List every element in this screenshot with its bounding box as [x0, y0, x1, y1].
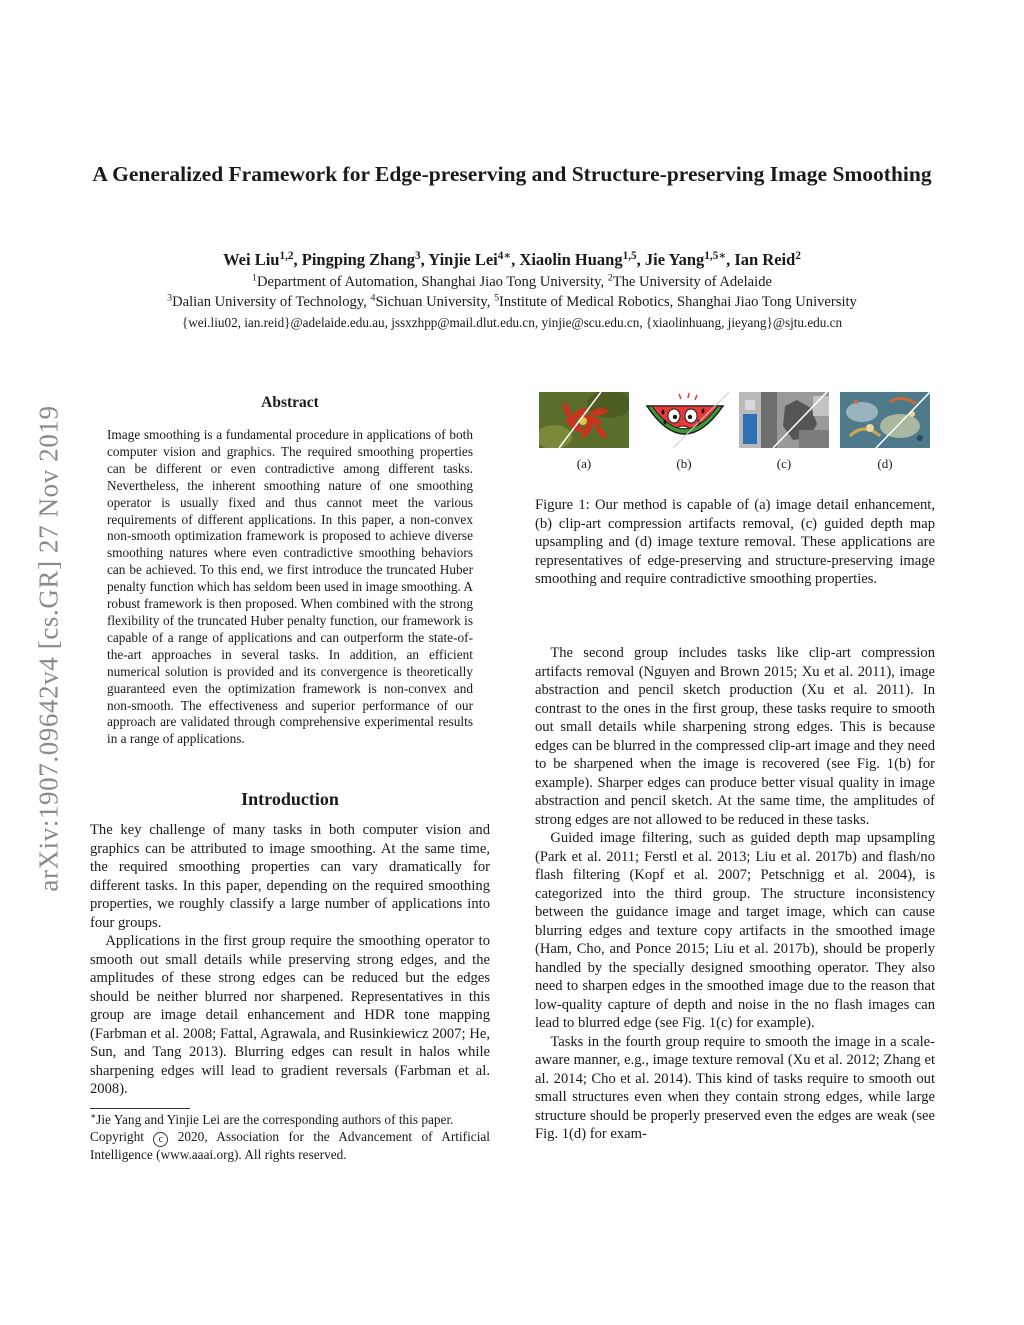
author-list	[90, 248, 934, 272]
introduction-body	[90, 821, 490, 1099]
author: Xiaolin Huang$^{1,5}$,	[519, 249, 645, 269]
affiliation-line: $^3$Dalian University of Technology, $^4$Sichuan University, $^5$Institute of Medical Robotics, Shanghai Jiao Tong University	[167, 292, 857, 310]
author: Yinjie Lei$^{4∗}$,	[428, 249, 520, 269]
arxiv-identifier: arXiv:1907.09642v4 [cs.GR] 27 Nov 2019	[33, 404, 64, 892]
author: Ian Reid$^2$	[734, 249, 801, 269]
paragraph: Guided image filtering, such as guided depth map upsampling (Park et al. 2011; Ferstl et al. 2013; Liu et al. 2017b) and flash/no flash filtering (Kopf et al. 2007; Petschnigg et al. 2004), is categorized into the third group. The structure inconsistency between the guidance image and target image, which can cause blurring edges and texture copy artifacts in the smoothed image (Ham, Cho, and Ponce 2015; Liu et al. 2017b), should be properly handled by the specially designed smoothing operator. They also need to sharpen edges in the smoothed image due to the reason that low-quality capture of depth and noise in the no flash images can lead to blurred edge (see Fig. 1(c) for example).	[535, 830, 935, 1031]
figure-image-texture	[840, 392, 930, 448]
right-column-body	[535, 644, 935, 1144]
figure-image-clipart	[639, 392, 729, 448]
affiliation-line: $^1$Department of Automation, Shanghai Jiao Tong University, $^2$The University of Adelaide	[252, 272, 772, 290]
author: Wei Liu$^{1,2}$,	[223, 249, 302, 269]
figure-label-c: (c)	[776, 456, 792, 471]
figure-1	[533, 392, 933, 472]
footnotes	[90, 1112, 490, 1163]
figure-caption: Figure 1: Our method is capable of (a) image detail enhancement, (b) clip-art compression artifacts removal, (c) guided depth map upsampling and (d) image texture removal. These applications are representatives of edge-preserving and structure-preserving image smoothing and require contradictive smoothing properties.	[535, 497, 935, 587]
paper-title: A Generalized Framework for Edge-preserving and Structure-preserving Image Smoothing	[92, 162, 932, 186]
paragraph: Applications in the first group require the smoothing operator to smooth out small details while preserving strong edges, and the amplitudes of these strong edges can be reduced but the edges should be neither blurred nor sharpened. Representatives in this group are image detail enhancement and HDR tone mapping (Farbman et al. 2008; Fattal, Agrawala, and Rusinkiewicz 2007; He, Sun, and Tang 2013). Blurring edges can result in halos while sharpening edges will lead to gradient reversals (Farbman et al. 2008).	[90, 933, 490, 1097]
paragraph: The second group includes tasks like clip-art compression artifacts removal (Nguyen and Brown 2015; Xu et al. 2011), image abstraction and pencil sketch production (Xu et al. 2011). In contrast to the ones in the first group, these tasks require to smooth out small details while sharpening strong edges. This is because edges can be blurred in the compressed clip-art image and they need to be sharpened when the image is recovered (see Fig. 1(b) for example). Sharper edges can produce better visual quality in image abstraction and pencil sketch. At the same time, the amplitudes of strong edges are not allowed to be reduced in these tasks.	[535, 645, 935, 828]
abstract-heading: Abstract	[261, 394, 319, 411]
author-emails: {wei.liu02, ian.reid}@adelaide.edu.au, jssxzhpp@mail.dlut.edu.cn, yinjie@scu.edu.cn, {xiaolinhuang, jieyang}@sjtu.edu.cn	[181, 315, 843, 330]
figure-image-detail-enhancement	[539, 392, 629, 448]
copyright-symbol: c	[153, 1132, 168, 1147]
figure-image-depth-map	[739, 392, 829, 448]
abstract-text: Image smoothing is a fundamental procedure in applications of both computer vision and graphics. The required smoothing properties can be different or even contradictive among different tasks. Nevertheless, the inherent smoothing nature of one smoothing operator is usually fixed and thus cannot meet the various requirements of different applications. In this paper, a non-convex non-smooth optimization framework is proposed to achieve diverse smoothing natures where even contradictive smoothing behaviors can be achieved. To this end, we first introduce the truncated Huber penalty function which has seldom been used in image smoothing. A robust framework is then proposed. When combined with the strong flexibility of the truncated Huber penalty function, our framework is capable of a range of applications and can outperform the state-of-the-art approaches in several tasks. In addition, an efficient numerical solution is provided and its convergence is theoretically guaranteed even the optimization framework is non-convex and non-smooth. The effectiveness and superior performance of our approach are validated through comprehensive experimental results in a range of applications.	[107, 427, 473, 747]
paragraph: Tasks in the fourth group require to smooth the image in a scale-aware manner, e.g., image texture removal (Xu et al. 2012; Zhang et al. 2014; Cho et al. 2014). This kind of tasks require to smooth out small structures even when they contain strong edges, while large structure should be properly preserved even the edges are weak (see Fig. 1(d) for exam-	[535, 1033, 935, 1142]
introduction-heading: Introduction	[241, 789, 339, 809]
footnote-rule	[90, 1108, 190, 1109]
figure-label-b: (b)	[676, 456, 692, 471]
paragraph: The key challenge of many tasks in both computer vision and graphics can be attributed to image smoothing. At the same time, the required smoothing properties can vary dramatically for different tasks. In this paper, depending on the required smoothing properties, we roughly classify a large number of applications into four groups.	[90, 822, 490, 931]
figure-label-a: (a)	[576, 456, 592, 471]
copyright-note: Copyright c 2020, Association for the Advancement of Artificial Intelligence (www.aaai.org). All rights reserved.	[90, 1128, 490, 1162]
author: Pingping Zhang$^3$,	[301, 249, 429, 269]
figure-label-d: (d)	[877, 456, 893, 471]
author: Jie Yang$^{1,5∗}$,	[644, 249, 735, 269]
corresponding-author-note: ∗Jie Yang and Yinjie Lei are the corresponding authors of this paper.	[90, 1111, 454, 1127]
arxiv-stamp	[28, 348, 70, 948]
